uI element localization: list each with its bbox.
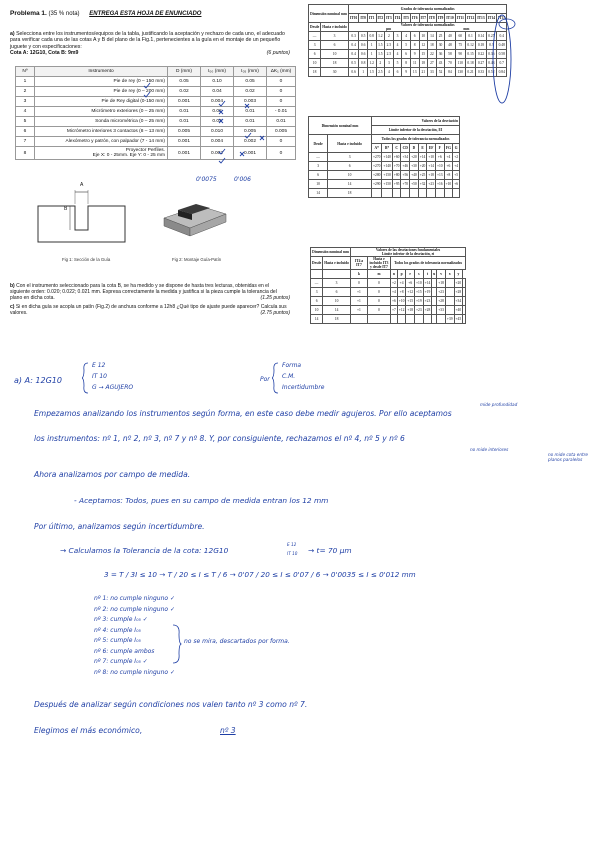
es-col: m <box>367 270 390 279</box>
check-3 <box>219 101 225 106</box>
table-row: 6 Micrómetro interiores 3 contactos (8 – 13 mm) 0.005 0.010 0.005 0.005 <box>16 127 296 137</box>
table-row: 3 6 +1 0 +4 +8 +12 +15 +19 +23 +28 <box>311 288 466 297</box>
table-row: — 3 0 0 +2 +4 +6 +10 +14 +18 +20 <box>311 279 466 288</box>
question-b <box>10 283 290 316</box>
sol-p9b: nº 3 <box>220 726 236 735</box>
table-row: 2 Pie de rey (0 – 200 mm) 0.02 0.04 0.02 0 <box>16 87 296 97</box>
sol-list <box>94 594 175 678</box>
sol-line1-b2: IT 10 <box>92 373 107 380</box>
it-units2: mm <box>463 27 470 31</box>
cross-4 <box>219 110 223 114</box>
es-col: y <box>454 270 463 279</box>
brace-1 <box>82 362 90 394</box>
ei-col: FG <box>444 144 453 153</box>
sol-p7: 3 = T / 3I ≤ 10 → T / 20 ≤ I ≤ T / 6 → 0'07 / 20 ≤ I ≤ 0'07 / 6 → 0'0035 ≤ I ≤ 0'012 mm <box>104 570 416 579</box>
it-col-it11: IT11 <box>455 14 465 23</box>
es-col-b: Hasta e incluido IT3 y desde IT7 <box>367 257 390 270</box>
it-col-it14: IT14 <box>486 14 496 23</box>
table-row: 7 Alexómetro y patrón, con palpador (7 - 14 mm) 0.001 0.004 0.002 0 <box>16 137 296 147</box>
list-item: nº 7: cumple I₀₅ ✓ <box>94 658 148 665</box>
question-c-letter: c) <box>10 303 15 310</box>
it-col-it7: IT7 <box>419 14 428 23</box>
ei-title: Valores de la desviación <box>372 117 460 126</box>
es-col: u <box>432 270 437 279</box>
check-6b <box>245 133 251 138</box>
it-table <box>308 4 507 77</box>
sol-p6-b1: E 12 <box>287 542 297 547</box>
it-desde: Desde <box>309 23 321 32</box>
it-col-it01: IT01 <box>348 14 358 23</box>
table-row: 3 Pie de Rey digital (0-150 mm) 0.001 0.004 0.003 0 <box>16 97 296 107</box>
it-col-it8: IT8 <box>428 14 437 23</box>
table-row: 3 6 0.4 0.6 1 1.5 2.5 4 5 8 12 18 30 48 75 0.12 0.18 0.3 0.48 <box>309 41 507 50</box>
cross-6 <box>260 136 264 140</box>
check-1 <box>144 83 150 88</box>
table-checkmarks <box>140 80 280 180</box>
sol-line1-c2: C.M. <box>282 373 296 380</box>
sol-p6-res: → t= 70 µm <box>308 546 352 555</box>
list-item: nº 3: cumple I₀₅ ✓ <box>94 616 148 623</box>
table-row: 6 10 +1 0 +6 +10 +15 +19 +23 +28 +34 <box>311 297 466 306</box>
it-col-it13: IT13 <box>476 14 486 23</box>
es-col: x <box>445 270 454 279</box>
figure-1-caption: Fig 1: Sección de la Guía <box>62 257 111 262</box>
question-c-text: Si en dicha guía se acopla un patín (Fig.2) de anchura conforme a 12h8 ¿Qué tipo de ajuste puede aparecer? Calcula sus valores. <box>10 303 287 316</box>
it-col-it5: IT5 <box>402 14 411 23</box>
sol-line1-b3: G → AGUJERO <box>92 384 134 391</box>
question-a-text: Selecciona entre los instrumentos/equipos de la tabla, justificando la aceptación y rechazo de cada uno, el adecuado para verificar cada una de las cotas A y B del plano de la Fig.1, pertenecientes a la guía en el montaje de un pequeño juguete y con especificaciones: <box>10 31 285 50</box>
es-col: v <box>437 270 446 279</box>
es-hasta: Hasta e incluido <box>323 257 351 270</box>
check-8 <box>219 158 225 163</box>
it-hasta: Hasta e incluido <box>321 23 349 32</box>
cross-3b <box>245 104 249 108</box>
table-row: 10 14 +290 +150 +95 +70 +50 +32 +23 +16 +10 +6 <box>309 180 460 189</box>
it-col-it3: IT3 <box>385 14 394 23</box>
question-a-spec: Cota A: 12G10, Cota B: 9m9 <box>10 50 79 57</box>
sol-p5: Por último, analizamos según incertidumbre. <box>34 522 205 531</box>
question-c-points: (2.75 puntos) <box>260 309 290 316</box>
sol-p2: los instrumentos: nº 1, nº 2, nº 3, nº 7 y nº 8. Y, por consiguiente, rechazamos el nº 4, nº 5 y nº 6 <box>34 434 405 443</box>
sol-line1-por: Por <box>260 376 270 383</box>
list-item: nº 8: no cumple ninguno ✓ <box>94 668 175 676</box>
ei-table-wrap <box>308 116 460 198</box>
es-col: r <box>406 270 415 279</box>
it-col-it15: IT15 <box>497 14 507 23</box>
sol-p1: Empezamos analizando los instrumentos según forma, en este caso debe medir agujeros. Por ello aceptamos <box>34 409 452 418</box>
ei-desde: Desde <box>309 135 328 153</box>
th-instrument: Instrumento <box>35 67 168 77</box>
it-col-it6: IT6 <box>410 14 419 23</box>
table-row: 6 10 +280 +150 +80 +56 +40 +25 +18 +13 +8 +5 <box>309 171 460 180</box>
list-item: nº 6: cumple ambos <box>94 647 155 655</box>
ei-col: EF <box>427 144 436 153</box>
ei-table <box>308 116 460 198</box>
table-row: 4 Micrómetro exteriores (0 – 25 mm) 0.01 0.02 0.01 - 0.01 <box>16 107 296 117</box>
question-a-points: (6 puntos) <box>266 50 290 57</box>
it-subhead: Valores de tolerancia normalizados <box>400 23 455 27</box>
ei-hasta: Hasta e incluido <box>328 135 372 153</box>
ei-col: B* <box>382 144 392 153</box>
es-col: k <box>350 270 367 279</box>
it-col-it1: IT1 <box>367 14 376 23</box>
es-table <box>310 247 466 324</box>
it-col-it2: IT2 <box>376 14 385 23</box>
problem-weight: (35 % nota) <box>48 11 80 17</box>
handwritten-top-2: 0'006 <box>234 176 251 183</box>
brace-2 <box>272 362 280 394</box>
es-grades: Todos los grados de tolerancia normalizados <box>390 257 465 270</box>
it-col-it12: IT12 <box>465 14 475 23</box>
problem-title: ENTREGA ESTA HOJA DE ENUNCIADO <box>89 11 202 17</box>
it10-highlight <box>487 14 517 104</box>
question-b-points: (1.25 puntos) <box>260 295 290 302</box>
table-row: 8 Proyector Perfiles. Eje X: 0 - 25mm. Eje Y: 0 - 25 mm 0.001 0.002 0.001 0 <box>16 147 296 160</box>
es-col-a: IT4 a IT7 <box>350 257 367 270</box>
th-i05: I₀₅ (mm) <box>234 67 267 77</box>
figure-label-a: A <box>80 182 84 188</box>
it-col-head: Dimensión nominal mm <box>309 5 349 23</box>
sol-p6: → Calculamos la Tolerancia de la cota: 12G10 <box>60 546 229 555</box>
ei-col-head: Dimensión nominal mm <box>309 117 372 135</box>
question-b-letter: b) <box>10 283 15 289</box>
problem-label: Problema 1. <box>10 10 47 17</box>
table-row: 10 14 +1 0 +7 +12 +18 +23 +28 +33 +40 <box>311 306 466 315</box>
it-units: µm <box>386 27 392 31</box>
sol-bracket-note: no se mira, descartados por forma. <box>184 638 290 645</box>
sol-p9a: Elegimos el más económico, <box>34 726 143 735</box>
es-col: t <box>423 270 432 279</box>
th-i00: I₀₀ (mm) <box>201 67 234 77</box>
es-desde: Desde <box>311 257 323 270</box>
ei-col: D <box>410 144 419 153</box>
es-col: s <box>415 270 424 279</box>
es-col: n <box>390 270 397 279</box>
table-row: 5 Sonda micrométrica (0 – 25 mm) 0.01 0.02 0.01 0.01 <box>16 117 296 127</box>
th-dk: ΔK₁ (mm) <box>267 67 296 77</box>
table-row: 10 18 0.5 0.8 1.2 2 3 5 8 11 18 27 43 70 110 0.18 0.27 0.43 0.7 <box>309 59 507 68</box>
table-row: 6 10 0.4 0.6 1 1.5 2.5 4 6 9 15 22 36 58 90 0.15 0.22 0.36 0.58 <box>309 50 507 59</box>
check-7b <box>240 152 244 156</box>
bracket-3 <box>172 624 182 664</box>
question-b-text: Con el instrumento seleccionado para la cota B, se ha medido y se dispone de hasta tres lecturas, obtenidas en el siguiente orden: 0.020; 0.022; 0.021 mm. Expresa correctamente la medida y justifica si la pieza cumple la tolerancia del plano en dicha cota. <box>10 283 277 302</box>
ei-col: G <box>453 144 460 153</box>
es-col-head: Dimensión nominal mm <box>311 248 351 257</box>
cross-5 <box>219 119 223 123</box>
sol-p2-note2: no mide cota entre planos paralelos <box>548 452 588 462</box>
table-row: 1 Pie de rey (0 – 150 mm) 0.05 0.10 0.05 0 <box>16 77 296 87</box>
it-col-it0: IT0 <box>359 14 368 23</box>
list-item: nº 1: no cumple ninguno ✓ <box>94 595 175 602</box>
sol-line1-c3: Incertidumbre <box>282 384 325 391</box>
it-col-it4: IT4 <box>393 14 402 23</box>
es-subtitle: Límite inferior de la desviación, ei <box>381 252 435 256</box>
table-row: 18 30 0.6 1 1.5 2.5 4 6 9 13 21 33 52 84 130 0.21 0.33 0.52 0.84 <box>309 68 507 77</box>
list-item: nº 4: cumple I₀₅ <box>94 626 141 634</box>
th-n: Nº <box>16 67 35 77</box>
table-row: 3 6 +270 +140 +70 +46 +30 +20 +14 +10 +6 +4 <box>309 162 460 171</box>
sol-line1-c1: Forma <box>282 362 302 369</box>
sol-p3: Ahora analizamos por campo de medida. <box>34 470 191 479</box>
problem-header <box>10 10 290 17</box>
sol-line1-b1: E 12 <box>92 362 106 369</box>
ei-subtitle: Límite inferior de la desviación, EI <box>372 126 460 135</box>
ei-grades: Todos los grados de tolerancia normalizados <box>372 135 460 144</box>
it-col-it9: IT9 <box>436 14 445 23</box>
ei-col: F <box>435 144 444 153</box>
es-col: p <box>397 270 406 279</box>
table-row: — 3 0.3 0.5 0.8 1.2 2 3 4 6 10 14 25 40 60 0.1 0.14 0.25 0.4 <box>309 32 507 41</box>
sol-p1-note: mide profundidad <box>480 402 518 407</box>
sol-p6-b2: IT 10 <box>287 551 298 556</box>
it-col-it10: IT10 <box>445 14 455 23</box>
sol-p4: - Aceptamos: Todos, pues en su campo de medida entran los 12 mm <box>74 496 329 505</box>
sol-p2-note1: no mide interiores <box>470 447 509 452</box>
sol-p8: Después de analizar según condiciones nos valen tanto nº 3 como nº 7. <box>34 700 308 709</box>
figure-label-b: B <box>64 206 68 212</box>
th-d: D (mm) <box>168 67 201 77</box>
es-title: Valores de las desviaciones fundamentales <box>375 248 441 252</box>
ei-col: CD <box>401 144 410 153</box>
table-row: 14 18 <box>309 189 460 198</box>
sol-line1-a: a) A: 12G10 <box>14 376 62 385</box>
check-2 <box>144 92 150 97</box>
question-a-letter: a) <box>10 31 15 37</box>
ei-col: A* <box>372 144 382 153</box>
ei-col: E <box>418 144 427 153</box>
handwritten-top-1: 0'0075 <box>196 176 217 183</box>
question-a <box>10 31 290 57</box>
es-table-wrap <box>310 247 466 324</box>
list-item: nº 5: cumple I₀₅ <box>94 637 141 644</box>
list-item: nº 2: no cumple ninguno ✓ <box>94 605 175 613</box>
figure-2-caption: Fig 2: Montaje Guía-Patín <box>172 257 222 262</box>
it-table-wrap <box>308 4 507 77</box>
ei-col: C <box>392 144 401 153</box>
figure-1-section <box>30 182 130 257</box>
it-grades-head: Grados de tolerancia normalizados <box>348 5 506 14</box>
table-row: — 3 +270 +140 +60 +34 +20 +14 +10 +6 +4 +2 <box>309 153 460 162</box>
table-row: 14 18 +39 +45 <box>311 315 466 324</box>
check-7 <box>219 149 225 154</box>
figure-2-assembly <box>160 192 230 240</box>
